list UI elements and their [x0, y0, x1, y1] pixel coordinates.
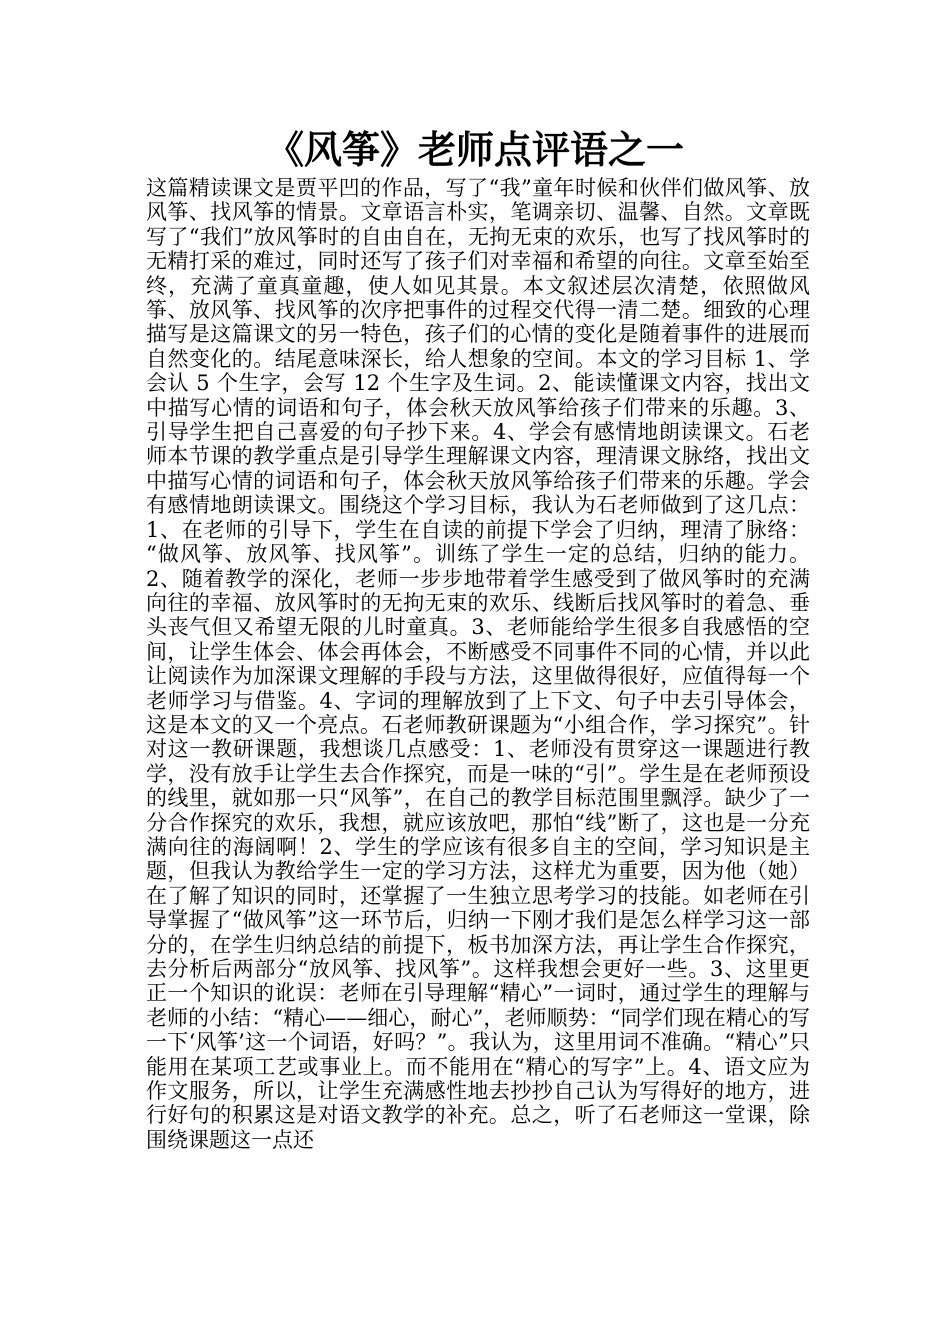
document-title: 《风筝》老师点评语之一 — [265, 127, 684, 172]
document-body-paragraph: 这篇精读课文是贾平凹的作品，写了“我”童年时候和伙伴们做风筝、放风筝、找风筝的情景。文章语言朴实，笔调亲切、温馨、自然。文章既写了“我们”放风筝时的自由自在，无拘无束的欢乐，也写了找风筝时的无精打采的难过，同时还写了孩子们对幸福和希望的向往。文章至始至终，充满了童真童趣，使人如见其景。本文叙述层次清楚，依照做风筝、放风筝、找风筝的次序把事件的过程交代得一清二楚。细致的心理描写是这篇课文的另一特色，孩子们的心情的变化是随着事件的进展而自然变化的。结尾意味深长，给人想象的空间。本文的学习目标 1、学会认 5 个生字，会写 12 个生字及生词。2、能读懂课文内容，找出文中描写心情的词语和句子，体会秋天放风筝给孩子们带来的乐趣。3、引导学生把自己喜爱的句子抄下来。4、学会有感情地朗读课文。石老师本节课的教学重点是引导学生理解课文内容，理清课文脉络，找出文中描写心情的词语和句子，体会秋天放风筝给孩子们带来的乐趣。学会有感情地朗读课文。围绕这个学习目标，我认为石老师做到了这几点：1、在老师的引导下，学生在自读的前提下学会了归纳，理清了脉络： “做风筝、放风筝、找风筝”。训练了学生一定的总结，归纳的能力。2、随着教学的深化，老师一步步地带着学生感受到了做风筝时的充满向往的幸福、放风筝时的无拘无束的欢乐、线断后找风筝时的着急、垂头丧气但又希望无限的儿时童真。3、老师能给学生很多自我感悟的空间，让学生体会、体会再体会，不断感受不同事件不同的心情，并以此让阅读作为加深课文理解的手段与方法，这里做得很好，应值得每一个老师学习与借鉴。4、字词的理解放到了上下文、句子中去引导体会，这是本文的又一个亮点。石老师教研课题为“小组合作，学习探究”。针对这一教研课题，我想谈几点感受：1、老师没有贯穿这一课题进行教学，没有放手让学生去合作探究，而是一味的“引”。学生是在老师预设的线里，就如那一只“风筝”，在自己的教学目标范围里飘浮。缺少了一分合作探究的欢乐，我想，就应该放吧，那怕“线”断了，这也是一分充满向往的海阔啊！2、学生的学应该有很多自主的空间，学习知识是主题，但我认为教给学生一定的学习方法，这样尤为重要，因为他（她）在了解了知识的同时，还掌握了一生独立思考学习的技能。如老师在引导掌握了“做风筝”这一环节后，归纳一下刚才我们是怎么样学习这一部分的，在学生归纳总结的前提下，板书加深方法，再让学生合作探究，去分析后两部分“放风筝、找风筝”。这样我想会更好一些。3、这里更正一个知识的讹误：老师在引导理解“精心”一词时，通过学生的理解与老师的小结：“精心——细心，耐心”，老师顺势：“同学们现在精心的写一下‘风筝’这一个词语，好吗？”。我认为，这里用词不准确。“精心”只能用在某项工艺或事业上。而不能用在“精心的写字”上。4、语文应为作文服务，所以，让学生充满感性地去抄抄自己认为写得好的地方，进行好句的积累这是对语文教学的补充。总之，听了石老师这一堂课，除围绕课题这一点还 — [146, 176, 810, 1152]
